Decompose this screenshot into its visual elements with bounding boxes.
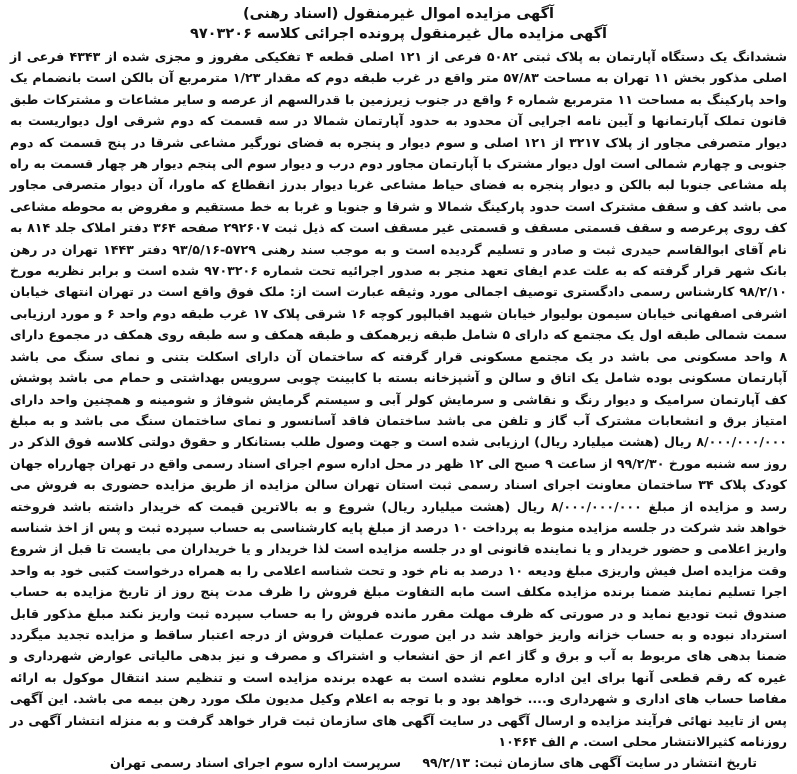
signature-line: سرپرست اداره سوم اجرای اسناد رسمی تهران (110, 755, 401, 771)
notice-title: آگهی مزایده اموال غیرمنقول (اسناد رهنی) (243, 6, 554, 22)
publish-date: تاریخ انتشار در سایت آگهی های سازمان ثبت: ۹۹/۲/۱۳ (422, 755, 757, 771)
notice-footer (10, 752, 787, 773)
notice-subtitle: آگهی مزایده مال غیرمنقول پرونده اجرائی کلاسه ۹۷۰۳۲۰۶ (189, 26, 607, 42)
notice-body: ششدانگ یک دستگاه آپارتمان به پلاک ثبتی ۵۰۸۲ فرعی از ۱۲۱ اصلی قطعه ۴ تفکیکی مفروز و مجزی شده از ۴۳۴۳ فرعی از اصلی مذکور بخش ۱۱ تهران به مساحت ۵۷/۸۳ متر واقع در غرب طبقه دوم که مقدار ۱/۲۳ مترمربع آن بالکن است بانضمام یک واحد پارکینگ به مساحت ۱۱ مترمربع شماره ۶ واقع در جنوب زیرزمین با قدرالسهم از عرصه و سایر مشاعات و مشترکات طبق قانون تملک آپارتمانها و آیین نامه اجرایی آن محدود به حدود آپارتمان شمالا در سه قسمت که دوم شرقی اول دیواریست به دیوار متصرفی مجاور از پلاک ۳۲۱۷ از ۱۲۱ اصلی و سوم دیوار و پنجره به فضای نورگیر مشاعی شرقا در پنج قسمت که دوم جنوبی و چهارم شمالی است اول دیوار مشترک با آپارتمان مجاور دوم درب و دیوار سوم الی پنجم دیوار هر چهار قسمت به راه پله مشاعی جنوبا لبه بالکن و دیوار پنجره به فضای حیاط مشاعی غربا دیوار بدرز انقطاع که ماورا، آن دیوار متصرفی مجاور می باشد کف و سقف مشترک است حدود پارکینگ شمالا و شرقا و جنوبا و غربا به خط مستقیم و مفروض به محوطه مشاعی کف روی پرعرصه و سقف قسمتی مسقف و قسمتی غیر مسقف است که ذیل ثبت ۲۹۲۶۰۷ صفحه ۳۶۴ دفتر املاک جلد ۸۱۴ به نام آقای ابوالقاسم حیدری ثبت و صادر و تسلیم گردیده است و به موجب سند رهنی ۵۷۲۹-۹۳/۵/۱۶ دفتر ۱۴۴۳ تهران در رهن بانک شهر قرار گرفته که به علت عدم ایفای تعهد منجر به صدور اجرائیه تحت شماره ۹۷۰۳۲۰۶ شده است و برابر نظریه مورخ ۹۸/۲/۱۰ کارشناس رسمی دادگستری توصیف اجمالی مورد وثیقه عبارت است از: ملک فوق واقع است در تهران انتهای خیابان اشرفی اصفهانی خیابان سیمون بولیوار خیابان شهید اقبالپور کوچه ۱۶ شرقی پلاک ۱۷ غرب طبقه دوم واحد ۶ و مورد ارزیابی سمت شمالی طبقه اول یک مجتمع که دارای ۵ شامل طبقه زیرهمکف و طبقه همکف و سه طبقه روی همکف در مجموع دارای ۸ واحد مسکونی می باشد در یک مجتمع مسکونی قرار گرفته که ساختمان آن دارای اسکلت بتنی و نمای سنگ می باشد آپارتمان مسکونی بوده شامل یک اتاق و سالن و آشپزخانه بسته با کابینت چوبی سرویس بهداشتی و حمام می باشد پوشش کف آپارتمان سرامیک و دیوار رنگ و نقاشی و سرمایش کولر آبی و سیستم گرمایش شوفاژ و شومینه و همچنین واحد دارای امتیاز برق و انشعابات مشترک آب گاز و تلفن می باشد ساختمان فاقد آسانسور و نمای ساختمان سنگ می باشد و به مبلغ ۸/۰۰۰/۰۰۰/۰۰۰ ریال (هشت میلیارد ریال) ارزیابی شده است و جهت وصول طلب بستانکار و حقوق دولتی کلاسه فوق الذکر در روز سه شنبه مورخ ۹۹/۲/۳۰ از ساعت ۹ صبح الی ۱۲ ظهر در محل اداره سوم اجرای اسناد رسمی واقع در تهران چهارراه جهان کودک پلاک ۳۴ ساختمان معاونت اجرای اسناد رسمی ثبت استان تهران سالن مزایده از طریق مزایده حضوری به فروش می رسد و مزایده از مبلغ ۸/۰۰۰/۰۰۰/۰۰۰ ریال (هشت میلیارد ریال) شروع و به بالاترین قیمت که خریدار داشته باشد فروخته خواهد شد شرکت در جلسه مزایده منوط به پرداخت ۱۰ درصد از مبلغ پایه کارشناسی به حساب سپرده ثبت و پس از اخذ شناسه واریز اعلامی و حضور خریدار و یا نماینده قانونی او در جلسه مزایده است لذا خریدار و یا خریداران می بایست تا قبل از شروع وقت مزایده اصل فیش واریزی مبلغ ودیعه ۱۰ درصد به نام خود و تحت شناسه اعلامی را به همراه درخواست کتبی خود به واحد اجرا تسلیم نمایند ضمنا برنده مزایده مکلف است مابه التفاوت مبلغ فروش را ظرف مدت پنج روز از تاریخ مزایده به حساب صندوق ثبت تودیع نماید و در صورتی که ظرف مهلت مقرر مانده فروش را به حساب سپرده ثبت واریز نکند مبلغ مذکور قابل استرداد نبوده و به حساب خزانه واریز خواهد شد در این صورت عملیات فروش از درجه اعتبار ساقط و مزایده تجدید میگردد ضمنا بدهی های مربوط به آب و برق و گاز اعم از حق انشعاب و اشتراک و مصرف و نیز بدهی مالیاتی عوارض شهرداری و غیره که رقم قطعی آنها برای این اداره معلوم نشده است به عهده برنده مزایده است و تنظیم سند انتقال موکول به ارائه مفاصا حساب های اداری و شهرداری و.... خواهد بود و با توجه به اعلام وکیل مدیون ملک مورد رهن بیمه می باشد. این آگهی پس از تایید نهائی فرآیند مزایده و ارسال آگهی در سایت آگهی های سازمان ثبت قرار خواهد گرفت و به منزله انتشار آگهی در روزنامه کثیرالانتشار محلی است. م الف ۱۰۴۶۴ (10, 49, 788, 749)
